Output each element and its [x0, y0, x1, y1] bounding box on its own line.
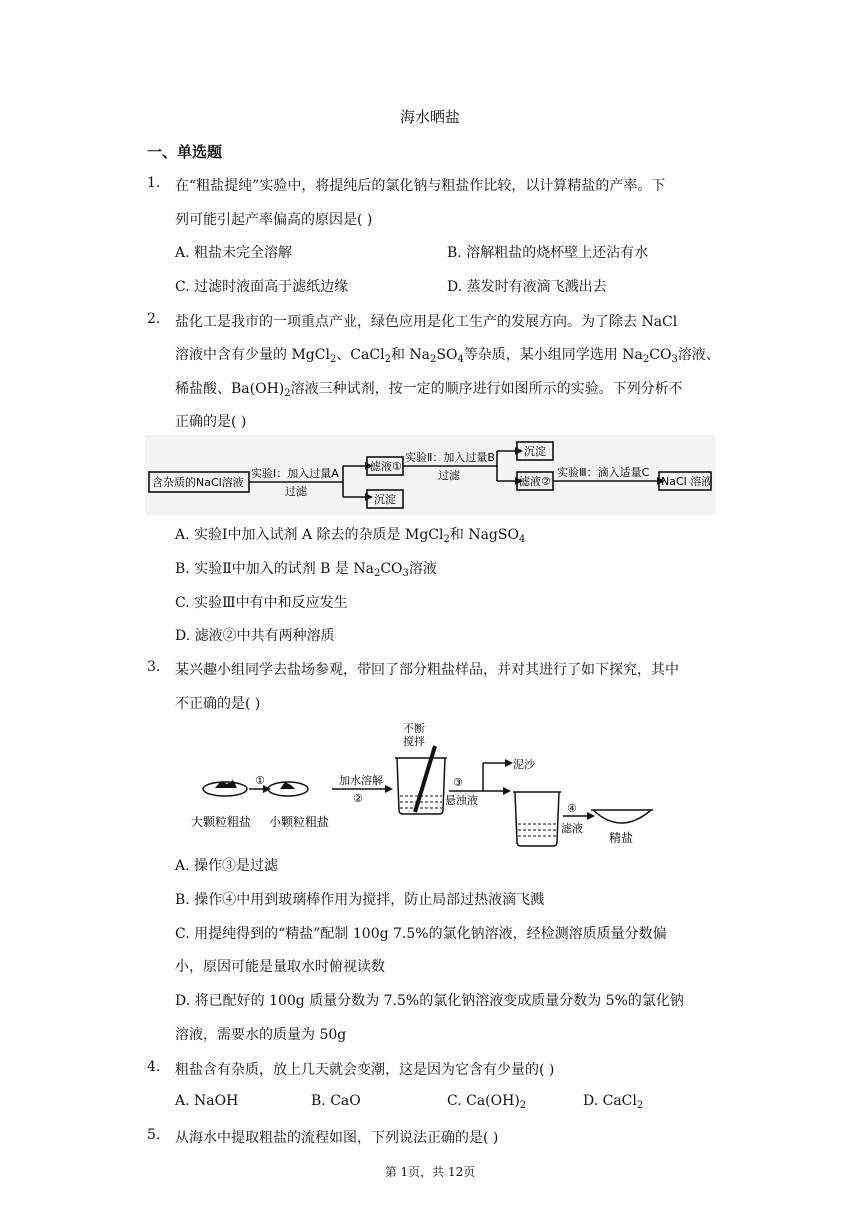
q1-number: 1. [147, 175, 161, 191]
q3-dissolve-label: 加水溶解 [339, 774, 383, 787]
diagram-precip2-label: 沉淀 [524, 445, 546, 458]
diagram-start-label: 含杂质的NaCl溶液 [152, 476, 244, 489]
q2-option-b: B. 实验Ⅱ中加入的试剂 B 是 $Na_2CO_3$溶液 [175, 561, 437, 579]
diagram-exp1-label: 实验Ⅰ：加入过量A [251, 467, 339, 480]
q3-step4-label: ④ [567, 802, 577, 815]
q1-option-a: A. 粗盐未完全溶解 [175, 245, 293, 261]
q3-filtrate-label: 滤液 [561, 822, 583, 835]
q2-number: 2. [147, 311, 161, 327]
page-title: 海水晒盐 [399, 108, 460, 126]
q3-option-b: B. 操作④中用到玻璃棒作用为搅拌，防止局部过热液滴飞溅 [175, 892, 545, 908]
q3-step3-label: ③ [453, 776, 463, 789]
diagram-filter1-label: 过滤 [285, 485, 307, 498]
q3-suspension-label: 悬浊液 [445, 794, 478, 807]
q1-stem-line2: 列可能引起产率偏高的原因是( ) [175, 212, 373, 228]
diagram-exp2-label: 实验Ⅱ：加入过量B [405, 451, 495, 464]
q2-stem-line4: 正确的是( ) [175, 414, 247, 430]
page-footer: 第 1页，共 12页 [384, 1165, 476, 1179]
q2-stem-line1: 盐化工是我市的一项重点产业，绿色应用是化工生产的发展方向。为了除去 NaCl [175, 314, 678, 330]
q3-option-d-line2: 溶液，需要水的质量为 50g [175, 1027, 347, 1043]
q3-option-c-line2: 小，原因可能是量取水时俯视读数 [175, 959, 385, 975]
diagram-end-label: NaCl 溶液 [661, 475, 713, 488]
q3-number: 3. [147, 659, 161, 675]
q1-option-d: D. 蒸发时有液滴飞溅出去 [447, 279, 607, 295]
q3-step1-label: ① [255, 774, 265, 787]
q1-option-c: C. 过滤时液面高于滤纸边缘 [175, 279, 349, 295]
q2-stem-line3: 稀盐酸、$Ba(OH)_2$溶液三种试剂，按一定的顺序进行如图所示的实验。下列分析不 [175, 381, 683, 399]
q4-option-c: C. $Ca(OH)_2$ [447, 1093, 527, 1111]
q5-number: 5. [147, 1127, 161, 1143]
diagram-filtrate2-label: 滤液② [519, 475, 551, 488]
q1-option-b: B. 溶解粗盐的烧杯壁上还沾有水 [447, 245, 649, 261]
q3-stir-label-2: 搅拌 [403, 735, 425, 748]
q3-option-d-line1: D. 将已配好的 100g 质量分数为 7.5%的氯化钠溶液变成质量分数为 5%的氯化钠 [175, 993, 684, 1009]
q2-stem-line2: 溶液中含有少量的 MgCl$_2$、CaCl$_2$和 $Na_2SO_4$等杂质，某小组同学选用 $Na_2CO_3$溶液、 [175, 347, 720, 365]
q4-stem-line1: 粗盐含有杂质，放上几天就会变潮，这是因为它含有少量的( ) [175, 1062, 555, 1078]
q3-apparatus-diagram [185, 718, 665, 850]
diagram-filter2-label: 过滤 [438, 469, 460, 482]
q5-stem-line1: 从海水中提取粗盐的流程如图，下列说法正确的是( ) [175, 1130, 499, 1146]
diagram-exp3-label: 实验Ⅲ：滴入适量C [557, 466, 650, 479]
q4-option-d: D. CaCl$_2$ [583, 1093, 644, 1111]
q2-flow-diagram [145, 435, 715, 515]
q3-option-a: A. 操作③是过滤 [175, 858, 279, 874]
q1-stem-line1: 在“粗盐提纯”实验中，将提纯后的氯化钠与粗盐作比较，以计算精盐的产率。下 [175, 178, 666, 194]
section-heading: 一、单选题 [147, 143, 223, 161]
q4-option-b: B. CaO [311, 1093, 361, 1109]
q3-stem-line2: 不正确的是( ) [175, 696, 261, 712]
q3-stir-label-1: 不断 [403, 722, 425, 735]
q2-option-d: D. 滤液②中共有两种溶质 [175, 628, 335, 644]
q3-step2-label: ② [353, 792, 363, 805]
q3-small-grain-label: 小颗粒粗盐 [269, 815, 330, 829]
q3-fine-salt-label: 精盐 [609, 831, 634, 845]
q3-option-c-line1: C. 用提纯得到的“精盐”配制 100g 7.5%的氯化钠溶液，经检测溶质质量分数偏 [175, 926, 667, 942]
q4-option-a: A. NaOH [175, 1093, 239, 1109]
q2-option-a: A. 实验Ⅰ中加入试剂 A 除去的杂质是 MgCl$_2$和 NagSO$_4$ [175, 527, 526, 545]
q3-stem-line1: 某兴趣小组同学去盐场参观，带回了部分粗盐样品，并对其进行了如下探究，其中 [175, 662, 679, 678]
q3-sand-label: 泥沙 [513, 758, 535, 771]
q3-big-grain-label: 大颗粒粗盐 [191, 815, 252, 829]
diagram-filtrate1-label: 滤液① [370, 460, 402, 473]
diagram-precip1-label: 沉淀 [374, 493, 396, 506]
q4-number: 4. [147, 1059, 161, 1075]
q2-option-c: C. 实验Ⅲ中有中和反应发生 [175, 595, 348, 611]
